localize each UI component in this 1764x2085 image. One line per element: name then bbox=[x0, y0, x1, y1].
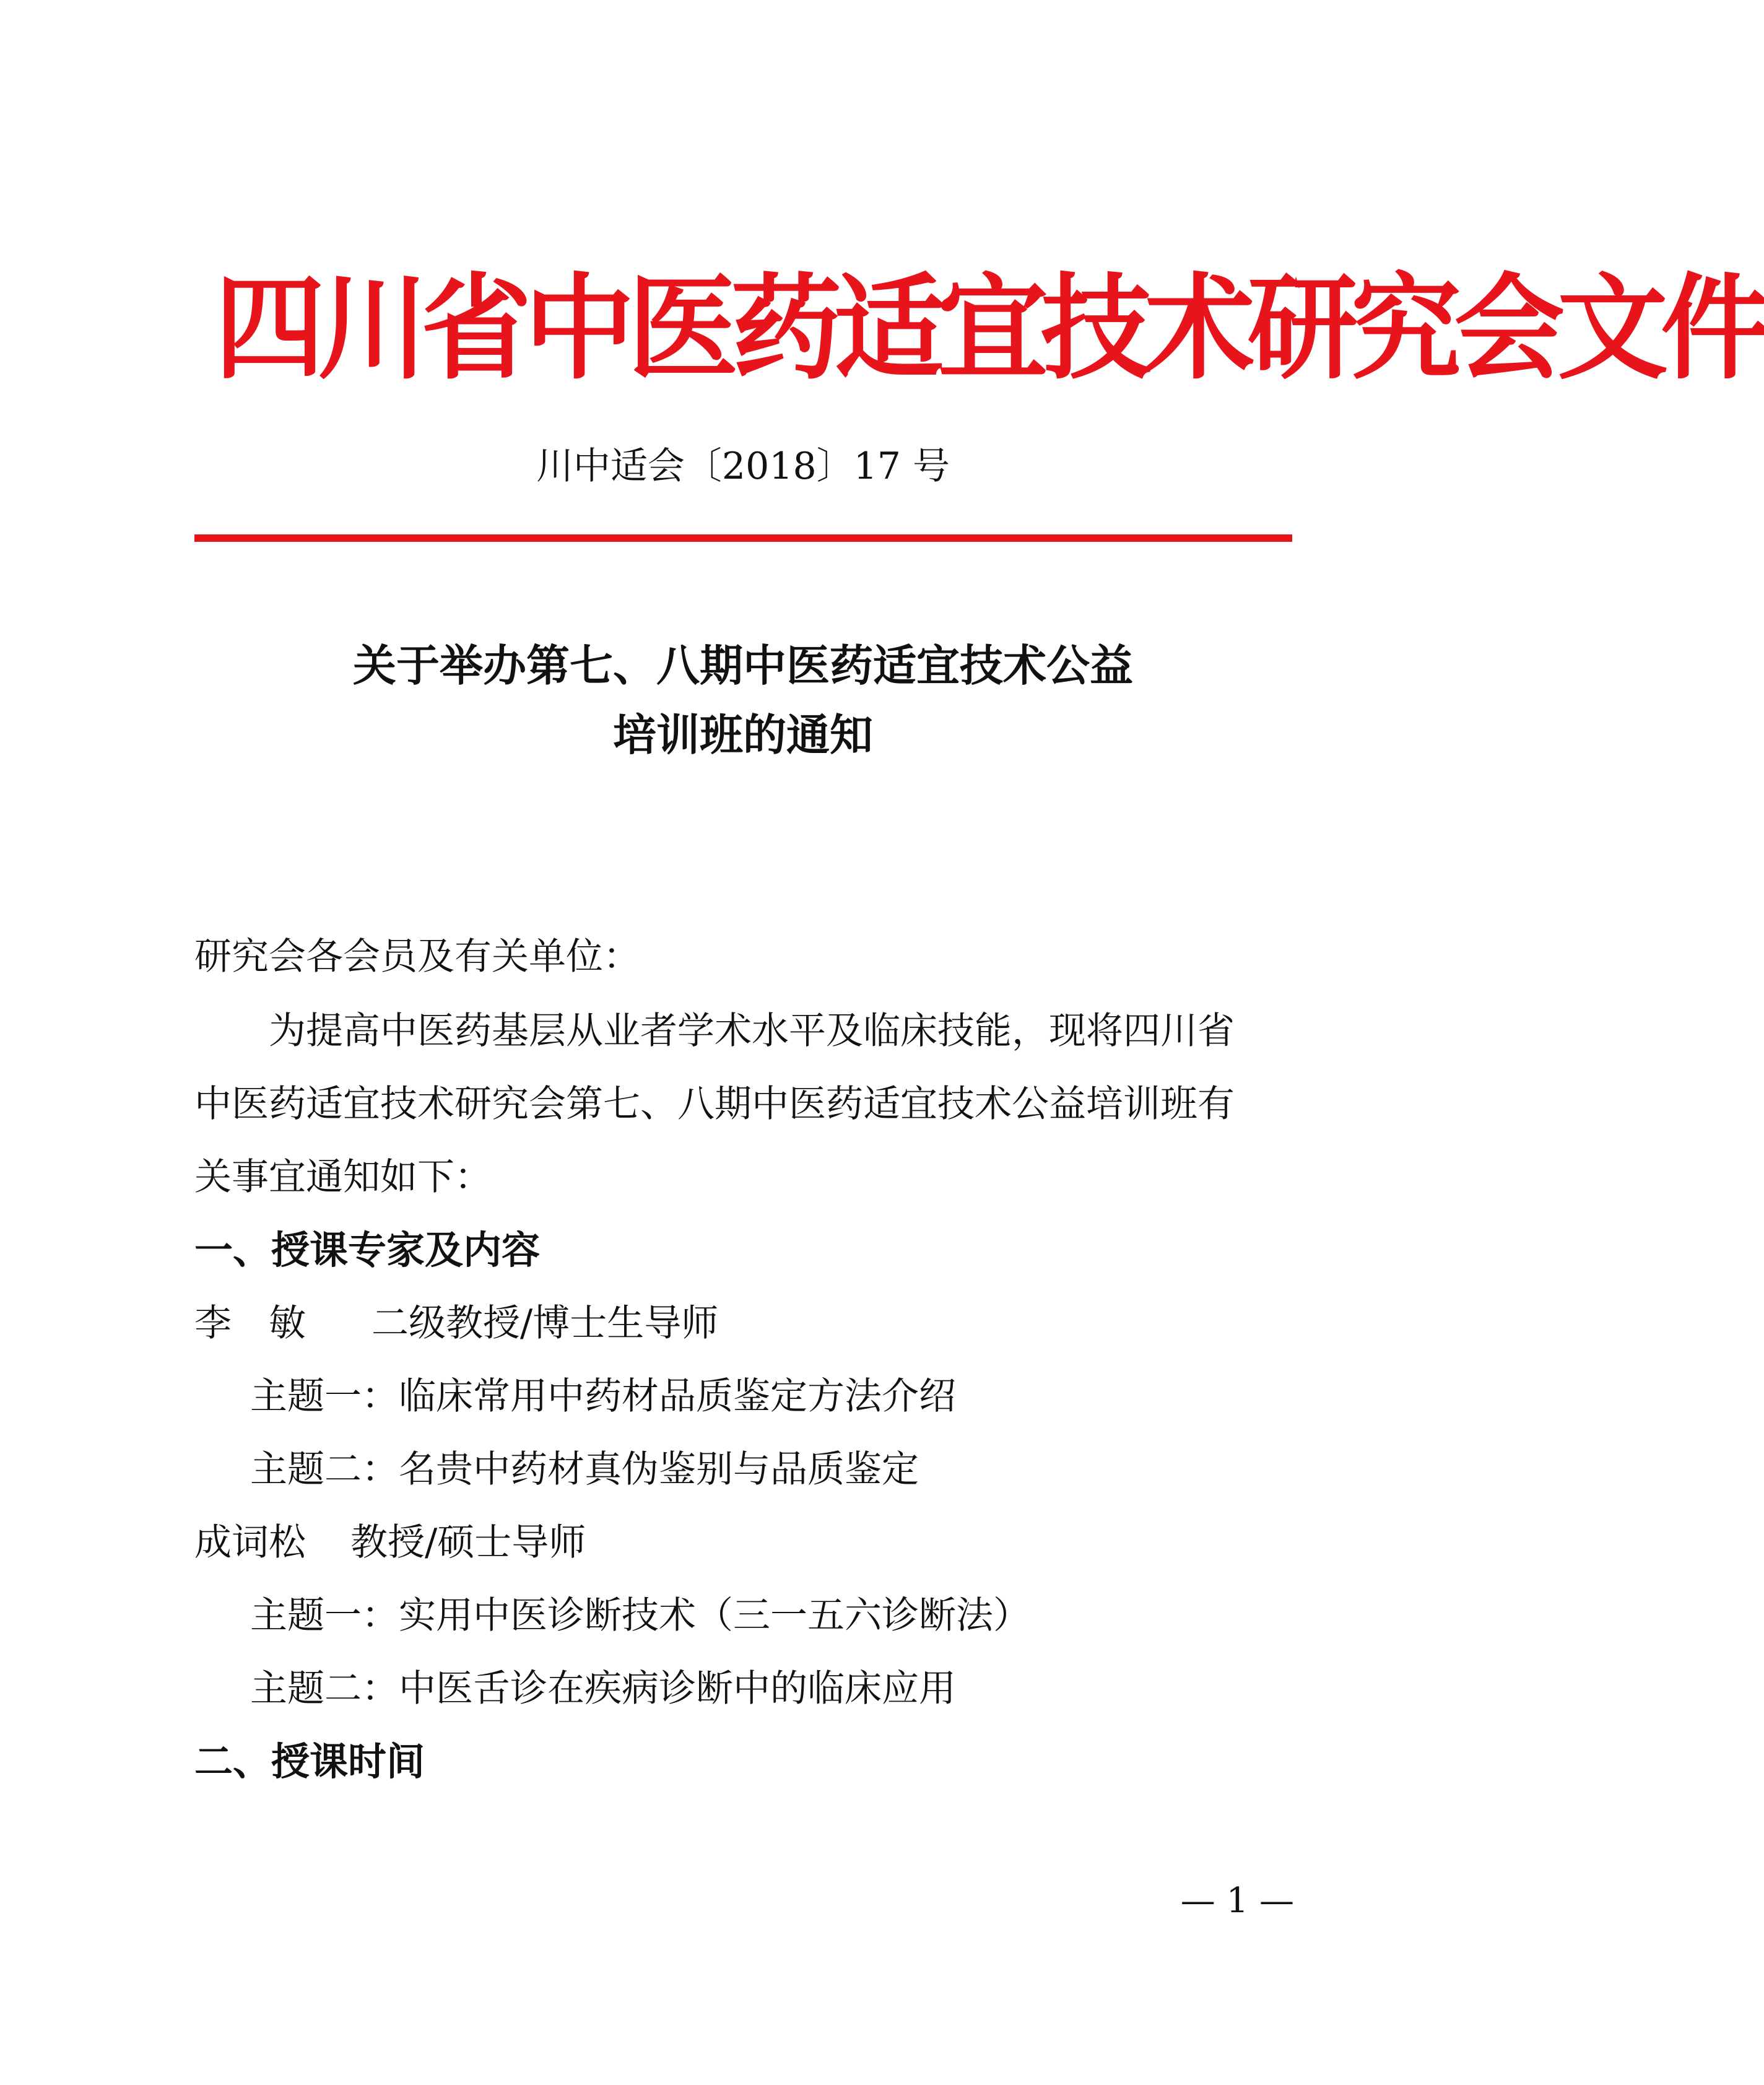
salutation: 研究会各会员及有关单位： bbox=[194, 935, 640, 978]
notice-title-line-2: 培训班的通知 bbox=[613, 709, 873, 760]
expert-title: 二级教授/博士生导师 bbox=[371, 1302, 719, 1345]
section-heading-experts: 一、授课专家及内容 bbox=[194, 1227, 541, 1273]
header-red-rule bbox=[194, 534, 1292, 542]
expert-topic: 主题二：中医舌诊在疾病诊断中的临床应用 bbox=[250, 1667, 956, 1710]
expert-name: 成词松 bbox=[194, 1521, 306, 1564]
expert-topic: 主题二：名贵中药材真伪鉴别与品质鉴定 bbox=[250, 1448, 919, 1491]
expert-title: 教授/硕士导师 bbox=[350, 1521, 586, 1564]
intro-paragraph-line-3: 关事宜通知如下： bbox=[194, 1156, 492, 1199]
page-number: — 1 — bbox=[1180, 1881, 1294, 1921]
expert-topic: 主题一：临床常用中药材品质鉴定方法介绍 bbox=[250, 1375, 956, 1418]
org-header-title: 四川省中医药适宜技术研究会文件 bbox=[214, 261, 1764, 395]
intro-paragraph-line-2: 中医药适宜技术研究会第七、八期中医药适宜技术公益培训班有 bbox=[194, 1082, 1235, 1126]
intro-paragraph-line-1: 为提高中医药基层从业者学术水平及临床技能，现将四川省 bbox=[269, 1009, 1235, 1053]
section-heading-time: 二、授课时间 bbox=[194, 1739, 425, 1784]
notice-title-line-1: 关于举办第七、八期中医药适宜技术公益 bbox=[353, 640, 1133, 691]
document-number: 川中适会〔2018〕17 号 bbox=[536, 445, 950, 488]
expert-name: 李 敏 bbox=[194, 1302, 306, 1345]
expert-topic: 主题一：实用中医诊断技术（三一五六诊断法） bbox=[250, 1594, 1030, 1637]
